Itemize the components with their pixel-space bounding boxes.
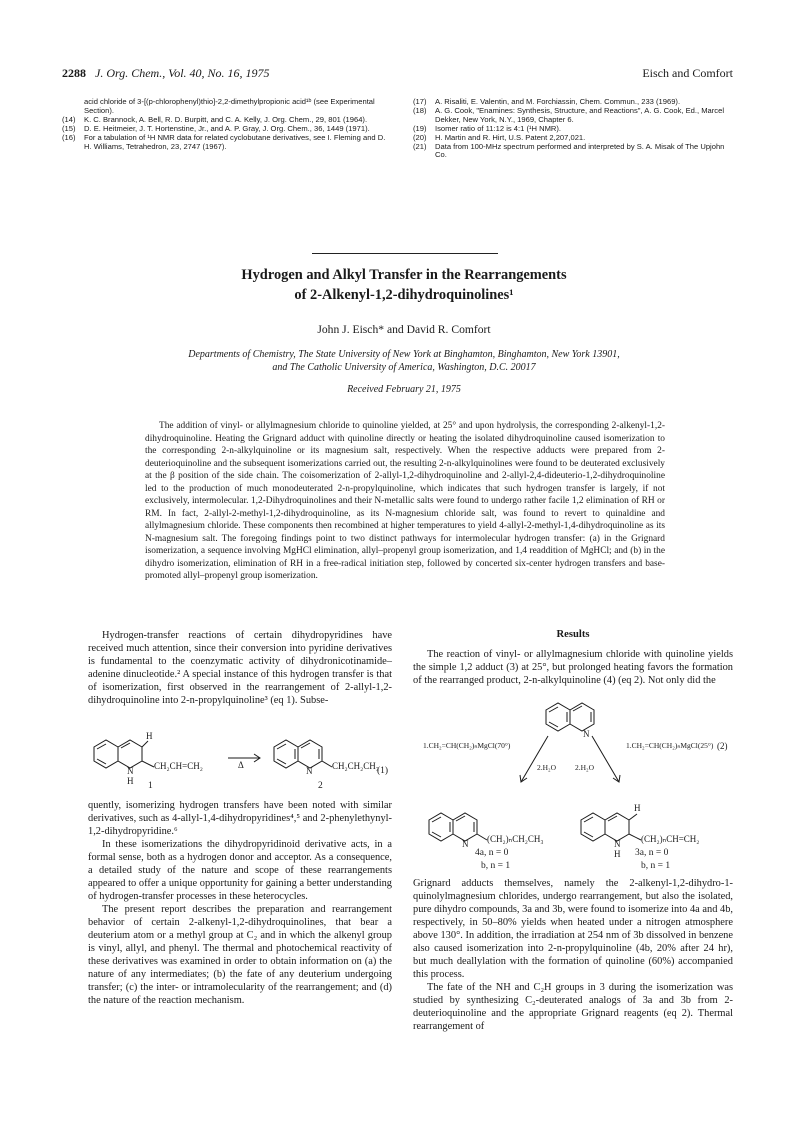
title-line-1: Hydrogen and Alkyl Transfer in the Rearrangements [241, 267, 567, 283]
alkenyl-chain: (CH₂)ₙCH=CH₂ [641, 834, 700, 844]
left-reagent: 1.CH₂=CH(CH₂)ₙMgCl(70°) [423, 741, 511, 750]
footnote [62, 134, 394, 152]
dihydroquinoline-3-rings [581, 813, 641, 841]
compound-2-label: 2 [318, 781, 323, 791]
n-atom-label: N [127, 766, 134, 776]
nh-h-label: H [614, 849, 621, 859]
equation-1-number: (1) [377, 766, 389, 776]
footnote [413, 143, 733, 161]
footnote-text: D. E. Heitmeier, J. T. Hortenstine, Jr., and A. P. Gray, J. Org. Chem., 36, 1449 (1971). [84, 123, 370, 133]
h-atom-label: H [634, 803, 641, 813]
title-line-2: of 2-Alkenyl-1,2-dihydroquinolines¹ [294, 287, 514, 303]
bond-to-allyl [142, 761, 154, 767]
equation-1 [88, 731, 392, 795]
abstract: The addition of vinyl- or allylmagnesium chloride to quinoline yielded, at 25° and upon hydrolysis, the corresponding 2-alkenyl-1,2-dihydroquinoline. Heating the Grignard adduct with quinoline directly or heating the isolated dihydroquinoline caused isomerization to the corresponding 2-n-alkylquinoline or its magnesium salt, respectively. When the respective adducts were prepared from 2-deuterioquinoline and the subsequent isomerizations carried out, the resulting 2-n-alkylquinolines were found to be deuterated exclusively at the β position of the side chain. The coisomerization of 2-allyl-1,2-dihydroquinoline and 2-allyl-2,4-dideuterio-1,2-dihydroquinoline led to the production of much monodeuterated 2-n-propylquinoline, which indicates that such hydrogen transfer is largely, if not exclusively, intermolecular. 1,2-Dihydroquinolines and their N-metallic salts were found to undergo rather facile 1,2 elimination of RH or RM. In fact, 2-allyl-2-methyl-1,2-dihydroquinoline, as its N-magnesium chloride salt, was found to revert to quinaldine and allylmagnesium chloride. These components then recombined at higher temperatures to yield 4-allyl-2-methyl-1,4-dihydroquinoline as its N-magnesium salt. The foregoing findings point to two distinct pathways for intermolecular hydrogen transfer: (a) in the Grignard isomerization, a sequence involving MgHCl elimination, allyl–propenyl group isomerization, and 1,4 readdition of MgHCl; and (b) in the dihydro isomerization, elimination of RH in a free-radical initiation step, followed by concerted six-center hydrogen transfers and base-promoted allyl–propenyl group isomerization. [145, 421, 665, 581]
footnote-text: K. C. Brannock, A. Bell, R. D. Burpitt, and C. A. Kelly, J. Org. Chem., 29, 801 (1964). [84, 114, 368, 124]
footnote-number [62, 98, 84, 116]
footnote-number: (18) [413, 105, 427, 115]
n-atom-label: N [306, 766, 313, 776]
equation-2-number: (2) [717, 741, 728, 751]
quinoline-2-rings [274, 740, 332, 768]
arrow-eq1 [228, 754, 260, 762]
compound-1-label: 1 [148, 781, 153, 791]
label-4b: b, n = 1 [481, 861, 511, 871]
affiliation-line-2: and The Catholic University of America, Washington, D.C. 20017 [272, 361, 536, 373]
n-atom-label: N [583, 729, 590, 739]
footnote [413, 107, 733, 125]
left-hydrolysis: 2.H₂O [537, 763, 557, 772]
affiliation-line-1: Departments of Chemistry, The State University of New York at Binghamton, Binghamton, New York 13901, [188, 349, 620, 360]
footnote [62, 98, 394, 116]
allyl-substituent: CH₂CH=CH₂ [154, 761, 203, 771]
paragraph: The fate of the NH and C₂H groups in 3 during the isomerization was studied by synthesizing C₂-deuterated analogs of 3a and 3b from 2-deuterioquinoline and the appropriate Grignard reagents (eq 2). Thermal rearrangement of [413, 982, 733, 1032]
left-column-intro [88, 629, 392, 707]
paragraph: Hydrogen-transfer reactions of certain dihydropyridines have received much attention, since their conversion into pyridine derivatives is fundamental to the coenzymatic activity of dihydronicotinamide–adenine dinucleotide.² A special instance of this hydrogen transfer is that of isomerization, first observed in the rearrangement of 2-allyl-1,2-dihydroquinoline into 2-n-propylquinoline³ (eq 1). Subse- [88, 630, 392, 706]
right-hydrolysis: 2.H₂O [575, 763, 595, 772]
footnote-text: acid chloride of 3-[(p-chlorophenyl)thio]-2,2-dimethylpropionic acid¹ᵇ (see Experimental Section). [84, 97, 375, 115]
bond-to-h [142, 741, 148, 747]
footnotes-left [62, 98, 394, 151]
journal-citation: J. Org. Chem., Vol. 40, No. 16, 1975 [95, 66, 270, 80]
paragraph: In these isomerizations the dihydropyridinoid derivative acts, in a formal sense, both as a hydrogen donor and acceptor. As a consequence, a detailed study of the nature and scope of these rearrangements appeared to offer a unique opportunity for gaining a better understanding of hydrogen-transfer processes in these heterocycles. [88, 839, 392, 902]
page-number: 2288 [62, 66, 86, 80]
results-intro [413, 648, 733, 687]
propyl-substituent: CH₂CH₂CH₃ [332, 761, 379, 771]
n-atom-label: N [462, 839, 469, 849]
h-atom-label: H [146, 731, 153, 741]
footnote-number: (14) [62, 114, 76, 124]
right-reagent: 1.CH₂=CH(CH₂)ₙMgCl(25°) [626, 741, 714, 750]
results-body [413, 877, 733, 1033]
footnote-text: H. Martin and R. Hirt, U.S. Patent 2,207,021. [435, 132, 586, 142]
reaction-arrows [520, 736, 620, 782]
propyl-chain: (CH₂)ₙCH₂CH₃ [487, 834, 544, 844]
quinoline-4-rings [429, 813, 487, 841]
footnote-text: A. Risaliti, E. Valentin, and M. Forchiassin, Chem. Commun., 233 (1969). [435, 97, 681, 106]
footnote-text: Data from 100-MHz spectrum performed and interpreted by S. A. Misak of The Upjohn Co. [435, 141, 725, 160]
heat-symbol: Δ [238, 760, 244, 770]
paragraph: The reaction of vinyl- or allylmagnesium chloride with quinoline yields the simple 1,2 adduct (3) at 25°, but prolonged heating favors the formation of the rearranged product, 2-n-alkylquinoline (4) (eq 2). Not only did the [413, 649, 733, 686]
affiliation [62, 349, 746, 374]
n-atom-label: N [614, 839, 621, 849]
running-header [62, 66, 733, 82]
results-heading: Results [556, 629, 590, 640]
footnote-text: A. G. Cook, "Enamines: Synthesis, Structure, and Reactions", A. G. Cook, Ed., Marcel Dekker, New York, N.Y., 1969, Chapter 6. [435, 105, 725, 124]
paragraph: The present report describes the preparation and rearrangement behavior of certain 2-alkenyl-1,2-dihydroquinolines, that bear a deuterium atom or a methyl group at C₂ and in which the alkenyl group is vinyl, allyl, and phenyl. The thermal and photochemical reactivity of these derivatives was examined in order to obtain information on (a) the nature of any intermediates; (b) the fate of any deuterium undergoing transfer; (c) the inter- or intramolecularity of the rearrangement; and (d) the nature of the reaction mechanism. [88, 904, 392, 1006]
label-3b: b, n = 1 [641, 861, 671, 871]
equation-2-structures [413, 702, 733, 872]
dihydroquinoline-1-rings [94, 740, 142, 768]
label-4a: 4a, n = 0 [475, 848, 509, 858]
label-3a: 3a, n = 0 [635, 848, 669, 858]
left-column-body [88, 799, 392, 1007]
quinoline-reactant-rings [546, 703, 594, 731]
footnote-number: (19) [413, 123, 427, 133]
footnote-text: Isomer ratio of 11:12 is 4:1 (¹H NMR). [435, 123, 562, 133]
footnote-text: For a tabulation of ¹H NMR data for related cyclobutane derivatives, see I. Fleming and D. H. Williams, Tetrahedron, 23, 2747 (1967). [84, 132, 386, 151]
footnote-number: (16) [62, 132, 76, 142]
footnote-number: (17) [413, 97, 427, 106]
article-title [62, 265, 746, 305]
equation-2 [413, 702, 733, 872]
article-authors: John J. Eisch* and David R. Comfort [317, 323, 491, 336]
header-authors: Eisch and Comfort [642, 66, 733, 80]
received-date: Received February 21, 1975 [347, 384, 461, 395]
footnote-number: (20) [413, 132, 427, 142]
footnote-number: (15) [62, 123, 76, 133]
section-divider [312, 253, 498, 254]
footnote-number: (21) [413, 141, 427, 151]
paragraph: quently, isomerizing hydrogen transfers have been noted with similar derivatives, such as 4-allyl-1,4-dihydropyridines⁴,⁵ and 2-phenylethynyl-1,2-dihydropyridine.⁶ [88, 800, 392, 837]
paragraph: Grignard adducts themselves, namely the 2-alkenyl-1,2-dihydro-1-quinolylmagnesium chlorides, undergo rearrangement, but also the isolated, pure dihydro compounds, 3a and 3b, were found to isomerize into 4a and 4b, respectively, in 50–80% yields when heated under a nitrogen atmosphere above 130°. In addition, the irradiation at 254 nm of 3b dissolved in benzene also caused isomerization into 2-n-propylquinoline (4b, 20% after 24 hr), but much deallylation with the formation of quinoline (60%) accompanied this process. [413, 878, 733, 980]
footnotes-right [413, 98, 733, 160]
nh-h-label: H [127, 776, 134, 786]
